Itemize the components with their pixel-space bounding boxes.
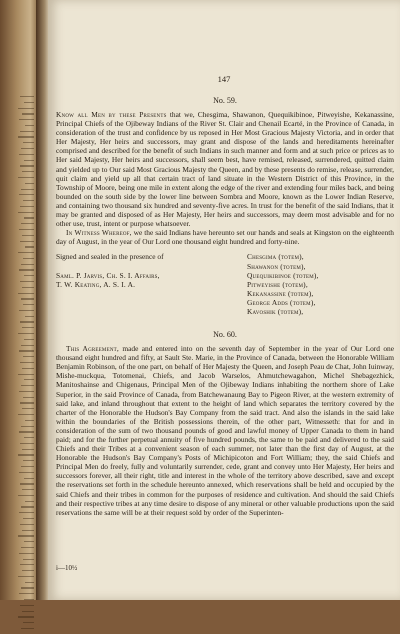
signatory-name: Quequikibinoe (totem), <box>247 270 319 280</box>
signature-block <box>56 252 394 316</box>
treaty-60-text: made and entered into on the seventh day of September in the year of Our Lord one thousand eight hundred and fifty, at Sault Ste. Marie, in the Province of Canada, between the Honorable William Benjamin Robinson, of the one part, on behalf of Her Majesty the Queen, and Joseph Peau de Chat, John Iuinway, Mishe-muckqua, Totomenai, Chiefs, and Jacob Warselos, Ahmutchewagahon, Michel Shebagezhick, Manitoshainse and Chigenaus, Principal Men of the Ojibeway Indians inhabiting the northern shore of Lake Superior, in the said Province of Canada, from Batchewanaung Bay to Pigeon River, at the western extremity of said lake, and inland throughout that extent to the height of land which separates the territory covered by the charter of the Honorable the Hudson's Bay Company from the said tract. And also the islands in the said lake within the boundaries of the British possessions therein, of the other part, Witnesseth: that for and in consideration of the sum of two thousand pounds of good and lawful money of Upper Canada to them in hand paid; and for the further perpetual annuity of five hundred pounds, the same to be paid and delivered to the said Chiefs and their Tribes at a convenient season of each summer, not later than the first day of August, at the Honorable the Hudson's Bay Company's Posts of Michipicoton and Fort William; they, the said Chiefs and Principal Men do freely, fully and voluntarily surrender, cede, grant and convey unto Her Majesty, Her heirs and successors forever, all their right, title and interest in the whole of the territory above described, save and except the reservations set forth in the schedule hereunto annexed, which reservations shall be held and occupied by the said Chiefs and their tribes in common for the purposes of residence and cultivation. And should the said Chiefs and their respective tribes at any time desire to dispose of any mineral or other valuable productions upon the said reservations the same will be at their request sold by order of the Superinten- <box>56 344 394 517</box>
document-page <box>48 0 400 600</box>
witness-column <box>56 252 231 316</box>
signed-label: Signed and sealed in the presence of <box>56 252 164 262</box>
treaty-60-lead: This Agreement, <box>66 344 119 354</box>
printer-signature-note: i—10½ <box>56 564 78 572</box>
treaty-60-title: No. 60. <box>213 330 237 340</box>
signatory-name: Kavoshik (totem), <box>247 306 304 316</box>
signatory-name: Shawanon (totem), <box>247 261 306 271</box>
signatory-column <box>231 252 394 316</box>
treaty-60-body <box>56 344 394 517</box>
treaty-59-title: No. 59. <box>213 96 237 105</box>
treaty-59-body <box>56 110 394 228</box>
facing-page-edge <box>0 0 38 600</box>
page-number: 147 <box>217 74 231 84</box>
signatory-name: George Adds (totem), <box>247 297 316 307</box>
signatory-name: Pitweyishe (totem), <box>247 279 308 289</box>
facing-page-text-lines <box>16 96 34 634</box>
signatory-name: Chesgima (totem), <box>247 252 304 262</box>
witness-text: we the said Indians have hereunto set our hands and seals at Kingston on the eighteenth day of August, in the year of Our Lord one thousand eight hundred and forty-nine. <box>56 228 394 247</box>
witness-name: Saml. P. Jarvis, Ch. S. I. Affairs, <box>56 270 160 280</box>
signatory-name: Kekanassine (totem), <box>247 288 314 298</box>
page-content <box>56 74 394 517</box>
witness-lead: In Witness Whereof, <box>66 228 132 238</box>
treaty-59-text: that we, Chesgima, Shawanon, Quequikibinoe, Pitweyishe, Kekanassine, Principal Chiefs of the Ojibeway Indians of the River St. Clair and Chenail Ecarté, in the Province of Canada, in consideration of the trust and confidence by us reposed in Her Most Gracious Majesty Victoria, and in order that Her Majesty, Her heirs and successors, may grant and dispose of the lands and hereditaments hereinafter comprised and described for the benefit of such Indians in such manner and form and at such price or prices as to Her said Majesty, Her heirs and successors, shall seem best, have remised, released, surrendered, quitted claim and yielded up to Our said Most Gracious Majesty the Queen, and by these presents do remise, release, surrender, quit claim and yield up all that certain tract of land situate in the Western District of this Province, in the Township of Moore, being one mile in extent along the edge of the river and extending four miles back, and being bounded on the south side by the lower line between Sombra and Moore, known as the Lower Indian Reserve, and containing two thousand six hundred and seventy-five acres. In trust for the benefit of the said Indians, that it may be granted and disposed of as Her Majesty, Her heirs and successors, may deem most advisable and for no other use, trust, intent or purpose whatsoever. <box>56 110 394 229</box>
treaty-59-witness <box>56 228 394 246</box>
treaty-59-lead: Know all Men by these Presents <box>56 110 167 119</box>
witness-name: T. W. Keating, A. S. I. A. <box>56 279 136 289</box>
